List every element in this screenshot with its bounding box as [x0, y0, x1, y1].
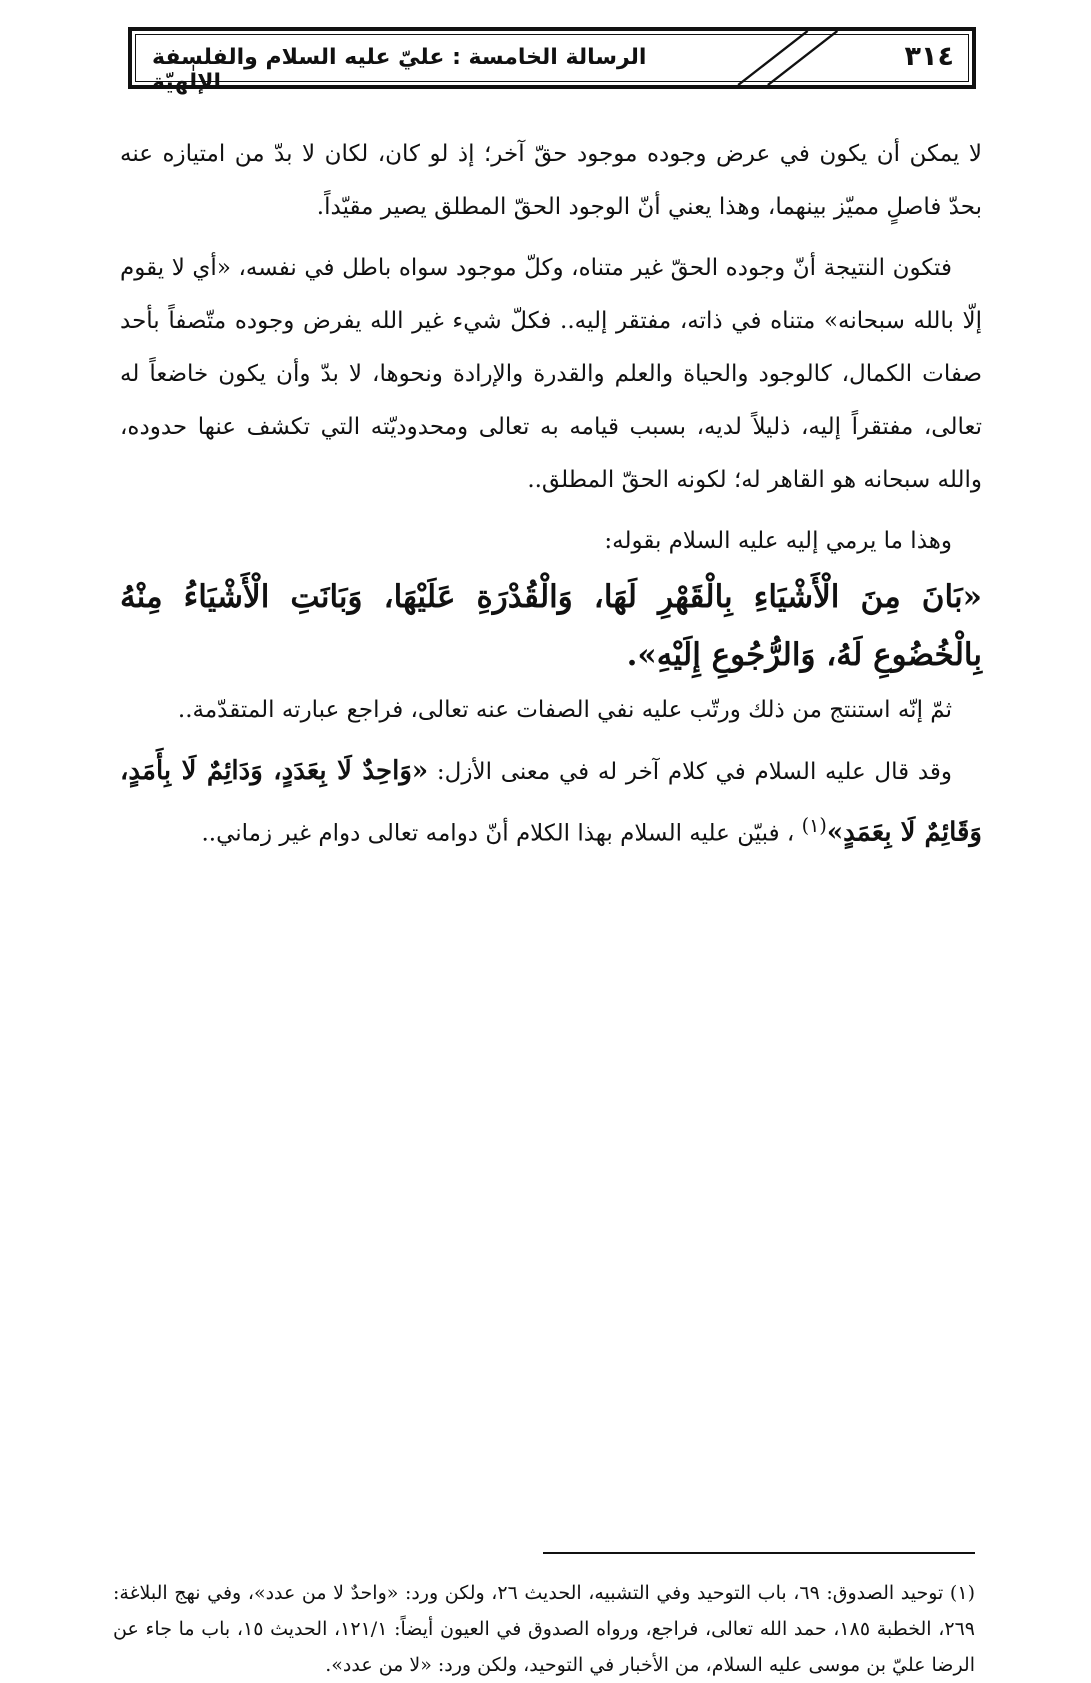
paragraph-4: ثمّ إنّه استنتج من ذلك ورتّب عليه نفي الصفات عنه تعالى، فراجع عبارته المتقدّمة..	[177, 697, 952, 723]
footnote-marker: (١)	[801, 814, 827, 837]
hadith-quote: «بَانَ مِنَ الْأَشْيَاءِ بِالْقَهْرِ لَهَا، وَالْقُدْرَةِ عَلَيْهَا، وَبَانَتِ الْأَشْيَاءُ مِنْهُ بِالْخُضُوعِ لَهُ، وَالرُّجُوعِ إِلَيْهِ».	[120, 579, 982, 673]
footnote-separator	[543, 1552, 975, 1554]
paragraph-5	[120, 745, 982, 861]
running-header	[128, 27, 976, 95]
header-ornament-lines	[132, 31, 972, 85]
paragraph-5-tail: ، فبيّن عليه السلام بهذا الكلام أنّ دوامه تعالى دوام غير زماني..	[201, 820, 795, 847]
footnote-1: (١) توحيد الصدوق: ٦٩، باب التوحيد وفي التشبيه، الحديث ٢٦، ولكن ورد: «واحدٌ لا من عدد»، وفي نهج البلاغة: ٢٦٩، الخطبة ١٨٥، حمد الله تعالى، فراجع، ورواه الصدوق في العيون أيضاً: ١٢١/١، الحديث ١٥، باب ما جاء عن الرضا عليّ بن موسى عليه السلام، من الأخبار في التوحيد، ولكن ورد: «لا من عدد».	[113, 1582, 975, 1676]
main-text	[120, 128, 982, 861]
footnotes	[113, 1575, 975, 1683]
running-title: الرسالة الخامسة : عليّ عليه السلام والفلسفة الإلٰهيّة	[152, 45, 647, 95]
inline-quote: «وَاحِدٌ لَا بِعَدَدٍ، وَدَائِمٌ لَا بِأَمَدٍ، وَقَائِمٌ لَا بِعَمَدٍ»	[120, 756, 982, 848]
paragraph-3: وهذا ما يرمي إليه عليه السلام بقوله:	[604, 528, 952, 554]
page-number: ٣١٤	[904, 41, 954, 72]
paragraph-5-lead: وقد قال عليه السلام في كلام آخر له في معنى الأزل:	[436, 759, 952, 785]
paragraph-1: لا يمكن أن يكون في عرض وجوده موجود حقّ آخر؛ إذ لو كان، لكان لا بدّ من امتيازه عنه بحدّ فاصلٍ مميّز بينهما، وهذا يعني أنّ الوجود الحقّ المطلق يصير مقيّداً.	[120, 141, 982, 220]
paragraph-2: فتكون النتيجة أنّ وجوده الحقّ غير متناه، وكلّ موجود سواه باطل في نفسه، «أي لا يقوم إلّا بالله سبحانه» متناه في ذاته، مفتقر إليه.. فكلّ شيء غير الله يفرض وجوده متّصفاً بأحد صفات الكمال، كالوجود والحياة والعلم والقدرة والإرادة ونحوها، لا بدّ وأن يكون خاضعاً له تعالى، مفتقراً إليه، ذليلاً لديه، بسبب قيامه به تعالى ومحدوديّته التي تكشف عنها حدوده، والله سبحانه هو القاهر له؛ لكونه الحقّ المطلق..	[120, 255, 982, 493]
